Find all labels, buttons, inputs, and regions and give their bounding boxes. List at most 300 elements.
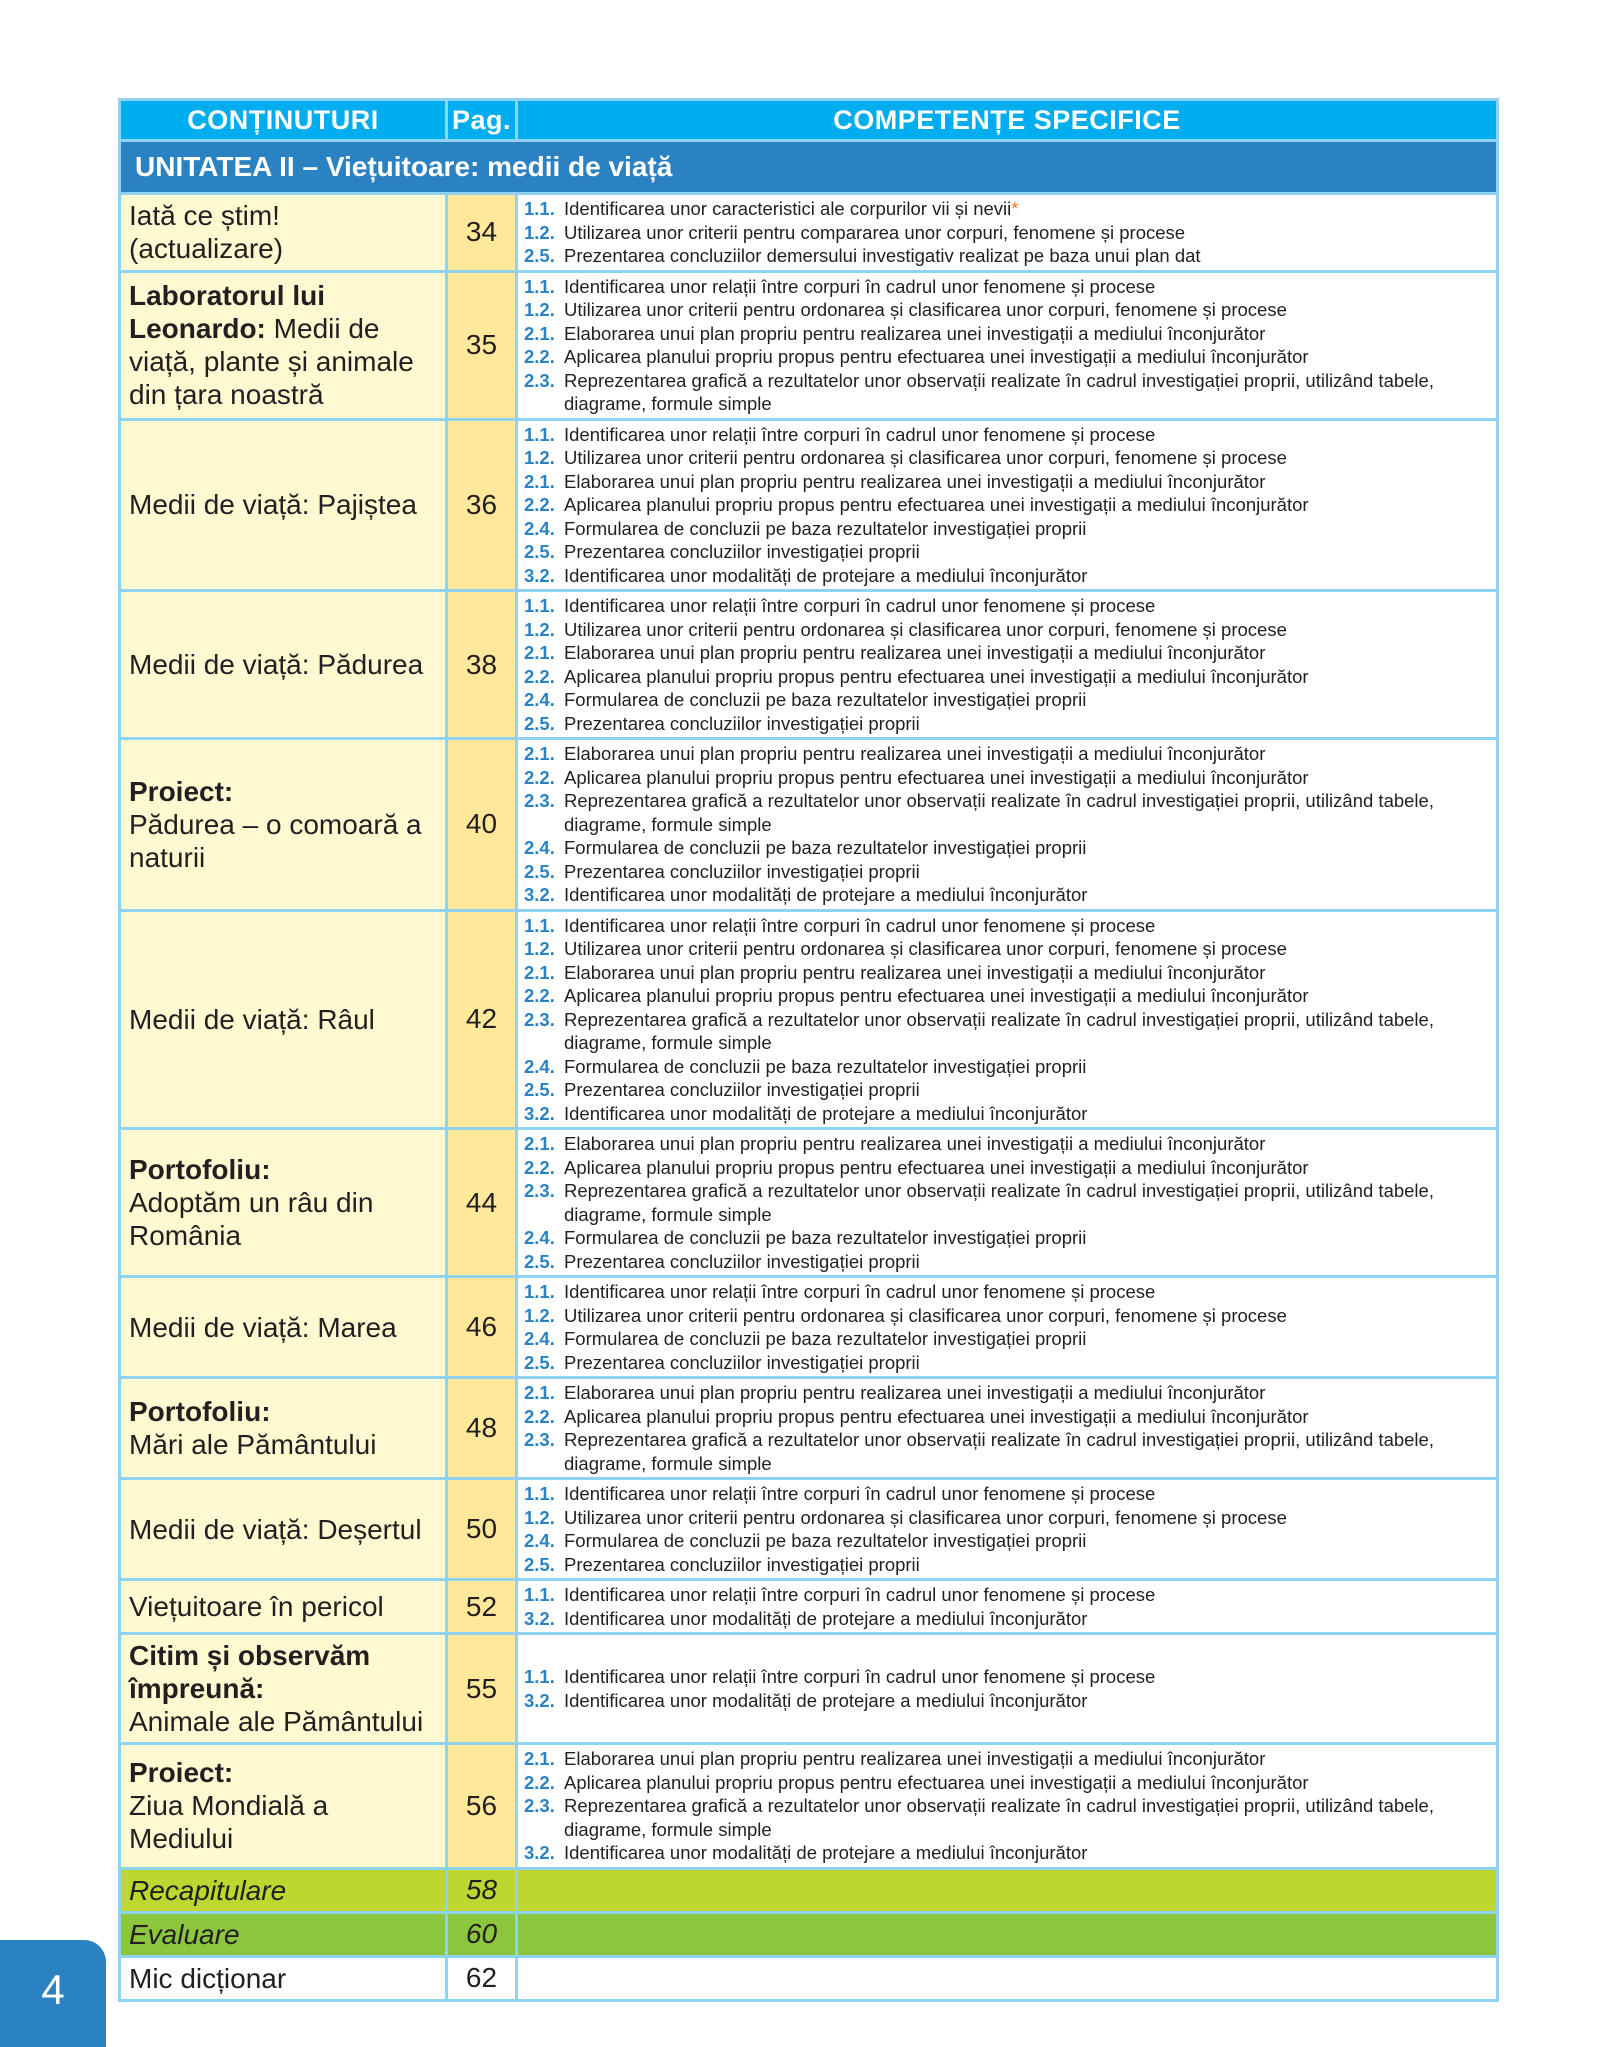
competence-item — [524, 369, 1490, 416]
competence-text — [564, 1747, 1490, 1771]
competence-description: Aplicarea planului propriu propus pentru efectuarea unei investigații a mediului înconjurător — [564, 665, 1309, 687]
competence-code: 1.2. — [524, 221, 555, 243]
competence-description: Formularea de concluzii pe baza rezultatelor investigației proprii — [564, 1530, 1087, 1551]
header-page: Pag. — [447, 100, 517, 141]
table-header-row — [120, 100, 1498, 141]
competence-text — [564, 244, 1490, 268]
competence-item — [524, 742, 1490, 766]
topic-title: Animale ale Pământului — [129, 1706, 424, 1737]
competence-item — [524, 1482, 1490, 1506]
competence-text — [564, 1055, 1490, 1079]
competence-item — [524, 984, 1490, 1008]
competence-text — [564, 984, 1490, 1008]
competences-cell — [517, 1277, 1498, 1378]
competence-description: Aplicarea planului propriu propus pentru efectuarea unei investigații a mediului înconjurător — [564, 494, 1309, 515]
page-cell: 56 — [447, 1744, 517, 1869]
competence-code: 2.3. — [524, 790, 555, 811]
competence-item — [524, 618, 1490, 642]
competence-text — [564, 1008, 1490, 1055]
competence-code: 1.1. — [524, 423, 555, 445]
competence-description: Elaborarea unui plan propriu pentru realizarea unei investigații a mediului înconjurător — [564, 1133, 1266, 1154]
competence-text — [564, 1841, 1490, 1865]
table-body — [120, 141, 1498, 2001]
competence-item — [524, 860, 1490, 884]
competence-code: 2.2. — [524, 1771, 555, 1793]
table-row — [120, 1277, 1498, 1378]
competence-description: Utilizarea unor criterii pentru ordonarea și clasificarea unor corpuri, fenomene și procese — [564, 1304, 1287, 1326]
competence-code: 2.5. — [524, 1079, 555, 1100]
competence-code: 2.4. — [524, 1227, 555, 1248]
competence-text — [564, 766, 1490, 790]
competence-description: Reprezentarea grafică a rezultatelor unor observații realizate în cadrul investigației proprii, utilizând tabele, diagrame, formule simple — [564, 1180, 1434, 1225]
topic-bold-label: Laboratorul lui Leonardo: — [129, 280, 325, 344]
competence-description: Formularea de concluzii pe baza rezultatelor investigației proprii — [564, 837, 1087, 858]
competence-description: Prezentarea concluziilor investigației proprii — [564, 541, 920, 562]
competence-item — [524, 1841, 1490, 1865]
competence-code: 1.1. — [524, 1666, 555, 1687]
competence-text — [564, 937, 1490, 961]
competence-code: 2.1. — [524, 470, 555, 492]
competence-description: Aplicarea planului propriu propus pentru efectuarea unei investigații a mediului înconjurător — [564, 1405, 1309, 1427]
topic-title: Adoptăm un râu din România — [129, 1187, 374, 1251]
competences-cell — [517, 1378, 1498, 1479]
competence-description: Utilizarea unor criterii pentru compararea unor corpuri, fenomene și procese — [564, 221, 1186, 243]
topic-title: Viețuitoare în pericol — [129, 1591, 384, 1622]
competence-code: 1.2. — [524, 447, 555, 468]
competences-cell — [517, 271, 1498, 419]
competence-text — [564, 1351, 1490, 1375]
competence-description: Aplicarea planului propriu propus pentru efectuarea unei investigații a mediului înconjurător — [564, 985, 1309, 1006]
competence-text — [564, 860, 1490, 884]
competence-code: 2.5. — [524, 860, 555, 882]
competence-text — [564, 517, 1490, 541]
competence-text — [564, 221, 1490, 245]
competence-item — [524, 789, 1490, 836]
competence-text — [564, 197, 1490, 221]
competence-text — [564, 1156, 1490, 1180]
competence-item — [524, 961, 1490, 985]
competence-item — [524, 1156, 1490, 1180]
competence-item — [524, 688, 1490, 712]
competence-text — [564, 369, 1490, 416]
page-cell: 50 — [447, 1479, 517, 1580]
competence-item — [524, 1327, 1490, 1351]
competences-cell — [517, 419, 1498, 591]
competence-text — [564, 493, 1490, 517]
unit-title-row — [120, 141, 1498, 194]
competence-text — [564, 961, 1490, 985]
topic-title: Medii de viață: Deșertul — [129, 1513, 422, 1545]
special-row-label: Recapitulare — [120, 1868, 447, 1912]
page-cell: 36 — [447, 419, 517, 591]
competence-text — [564, 1405, 1490, 1429]
topic-cell — [120, 591, 447, 739]
competence-text — [564, 618, 1490, 642]
competence-item — [524, 540, 1490, 564]
competence-item — [524, 1226, 1490, 1250]
competence-text — [564, 1078, 1490, 1102]
competence-text — [564, 564, 1490, 588]
special-row — [120, 1868, 1498, 1912]
topic-title: Mări ale Pământului — [129, 1429, 377, 1460]
competence-code: 1.2. — [524, 299, 555, 320]
competence-item — [524, 1351, 1490, 1375]
competence-text — [564, 275, 1490, 299]
competence-description: Aplicarea planului propriu propus pentru efectuarea unei investigații a mediului înconjurător — [564, 1156, 1309, 1178]
topic-title: Ziua Mondială a Mediului — [129, 1790, 329, 1855]
competences-cell — [517, 1744, 1498, 1869]
competence-description: Identificarea unor relații între corpuri în cadrul unor fenomene și procese — [564, 275, 1156, 297]
competence-description: Identificarea unor relații între corpuri în cadrul unor fenomene și procese — [564, 1281, 1156, 1302]
topic-title: Medii de viață: Marea — [129, 1311, 397, 1343]
competence-description: Utilizarea unor criterii pentru ordonarea și clasificarea unor corpuri, fenomene și procese — [564, 1506, 1287, 1528]
competence-description: Identificarea unor caracteristici ale corpurilor vii și nevii — [564, 198, 1012, 219]
unit-title: UNITATEA II – Viețuitoare: medii de viață — [120, 141, 1498, 194]
page-cell: 35 — [447, 271, 517, 419]
competence-description: Elaborarea unui plan propriu pentru realizarea unei investigații a mediului înconjurător — [564, 322, 1266, 344]
special-row-empty — [517, 1868, 1498, 1912]
special-row — [120, 1956, 1498, 2000]
competence-description: Identificarea unor modalități de protejare a mediului înconjurător — [564, 1607, 1088, 1629]
page-cell: 40 — [447, 739, 517, 911]
competence-code: 2.4. — [524, 837, 555, 858]
competence-text — [564, 1583, 1490, 1607]
competence-text — [564, 1689, 1490, 1713]
competence-item — [524, 345, 1490, 369]
competence-text — [564, 1327, 1490, 1351]
topic-cell — [120, 271, 447, 419]
competence-code: 2.2. — [524, 1156, 555, 1178]
table-row — [120, 1479, 1498, 1580]
competence-description: Reprezentarea grafică a rezultatelor unor observații realizate în cadrul investigației proprii, utilizând tabele, diagrame, formule simple — [564, 1795, 1434, 1840]
competence-text — [564, 1553, 1490, 1577]
competence-text — [564, 1529, 1490, 1553]
competence-code: 1.2. — [524, 1506, 555, 1528]
page-cell: 46 — [447, 1277, 517, 1378]
special-row-label: Evaluare — [120, 1912, 447, 1956]
table-row — [120, 1129, 1498, 1277]
competence-code: 2.3. — [524, 1795, 555, 1816]
competence-description: Reprezentarea grafică a rezultatelor unor observații realizate în cadrul investigației proprii, utilizând tabele, diagrame, formule simple — [564, 1429, 1434, 1474]
competence-code: 1.1. — [524, 1584, 555, 1605]
competence-item — [524, 1771, 1490, 1795]
competence-code: 2.1. — [524, 1382, 555, 1403]
competence-item — [524, 221, 1490, 245]
header-competences: COMPETENȚE SPECIFICE — [517, 100, 1498, 141]
competences-cell — [517, 194, 1498, 272]
topic-cell — [120, 739, 447, 911]
competence-code: 2.3. — [524, 369, 555, 391]
competence-code: 3.2. — [524, 884, 555, 905]
table-row — [120, 1744, 1498, 1869]
competence-text — [564, 1280, 1490, 1304]
competence-description: Elaborarea unui plan propriu pentru realizarea unei investigații a mediului înconjurător — [564, 1748, 1266, 1769]
competence-description: Reprezentarea grafică a rezultatelor unor observații realizate în cadrul investigației proprii, utilizând tabele, diagrame, formule simple — [564, 1008, 1434, 1053]
competence-code: 2.1. — [524, 1133, 555, 1154]
competence-code: 2.2. — [524, 494, 555, 515]
page-cell: 55 — [447, 1634, 517, 1744]
page-cell: 48 — [447, 1378, 517, 1479]
competence-item — [524, 275, 1490, 299]
competence-item — [524, 1008, 1490, 1055]
competence-description: Formularea de concluzii pe baza rezultatelor investigației proprii — [564, 517, 1087, 539]
competence-description: Elaborarea unui plan propriu pentru realizarea unei investigații a mediului înconjurător — [564, 743, 1266, 764]
competence-description: Prezentarea concluziilor demersului investigativ realizat pe baza unui plan dat — [564, 245, 1201, 266]
competence-item — [524, 712, 1490, 736]
competence-description: Identificarea unor modalități de protejare a mediului înconjurător — [564, 1689, 1088, 1711]
competence-code: 1.1. — [524, 914, 555, 936]
competence-text — [564, 594, 1490, 618]
special-row-empty — [517, 1956, 1498, 2000]
competence-item — [524, 322, 1490, 346]
topic-bold-label: Portofoliu: — [129, 1154, 271, 1185]
competence-description: Utilizarea unor criterii pentru ordonarea și clasificarea unor corpuri, fenomene și procese — [564, 938, 1287, 959]
competence-item — [524, 1583, 1490, 1607]
competence-code: 1.1. — [524, 275, 555, 297]
competence-code: 2.1. — [524, 1748, 555, 1769]
competence-item — [524, 836, 1490, 860]
competence-description: Identificarea unor relații între corpuri în cadrul unor fenomene și procese — [564, 914, 1156, 936]
competence-description: Reprezentarea grafică a rezultatelor unor observații realizate în cadrul investigației proprii, utilizând tabele, diagrame, formule simple — [564, 369, 1434, 414]
page-cell: 52 — [447, 1580, 517, 1634]
competence-description: Elaborarea unui plan propriu pentru realizarea unei investigații a mediului înconjurător — [564, 961, 1266, 983]
topic-cell — [120, 1479, 447, 1580]
competence-item — [524, 1747, 1490, 1771]
topic-title: Pădurea – o comoară a naturii — [129, 808, 422, 873]
competence-description: Reprezentarea grafică a rezultatelor unor observații realizate în cadrul investigației proprii, utilizând tabele, diagrame, formule simple — [564, 790, 1434, 835]
competence-description: Aplicarea planului propriu propus pentru efectuarea unei investigații a mediului înconjurător — [564, 766, 1309, 788]
competence-description: Identificarea unor relații între corpuri în cadrul unor fenomene și procese — [564, 1483, 1156, 1504]
competence-item — [524, 914, 1490, 938]
competence-code: 1.2. — [524, 1304, 555, 1326]
competence-description: Elaborarea unui plan propriu pentru realizarea unei investigații a mediului înconjurător — [564, 470, 1266, 492]
competence-text — [564, 1226, 1490, 1250]
competence-item — [524, 564, 1490, 588]
competence-text — [564, 1381, 1490, 1405]
competence-code: 2.1. — [524, 961, 555, 983]
special-row-page: 60 — [447, 1912, 517, 1956]
competence-code: 2.5. — [524, 541, 555, 562]
competence-code: 2.3. — [524, 1008, 555, 1030]
special-row-label: Mic dicționar — [120, 1956, 447, 2000]
competence-text — [564, 470, 1490, 494]
competence-item — [524, 937, 1490, 961]
page-number: 4 — [0, 1940, 106, 2047]
competence-item — [524, 1428, 1490, 1475]
competence-text — [564, 1102, 1490, 1126]
competence-description: Identificarea unor relații între corpuri în cadrul unor fenomene și procese — [564, 1666, 1156, 1687]
competence-description: Prezentarea concluziilor investigației proprii — [564, 1553, 920, 1575]
competence-text — [564, 446, 1490, 470]
competence-item — [524, 197, 1490, 221]
table-row — [120, 1580, 1498, 1634]
competence-description: Aplicarea planului propriu propus pentru efectuarea unei investigații a mediului înconjurător — [564, 346, 1309, 367]
competence-description: Identificarea unor relații între corpuri în cadrul unor fenomene și procese — [564, 423, 1156, 445]
competences-cell — [517, 739, 1498, 911]
topic-cell — [120, 1744, 447, 1869]
special-row-empty — [517, 1912, 1498, 1956]
table-row — [120, 419, 1498, 591]
competence-item — [524, 1689, 1490, 1713]
competence-text — [564, 1506, 1490, 1530]
competence-text — [564, 1179, 1490, 1226]
competence-text — [564, 1794, 1490, 1841]
competence-item — [524, 641, 1490, 665]
competence-text — [564, 1607, 1490, 1631]
competence-item — [524, 470, 1490, 494]
topic-bold-label: Proiect: — [129, 775, 234, 807]
competence-code: 2.5. — [524, 1553, 555, 1575]
table-row — [120, 910, 1498, 1129]
competence-description: Formularea de concluzii pe baza rezultatelor investigației proprii — [564, 689, 1087, 710]
competence-item — [524, 1280, 1490, 1304]
competence-description: Identificarea unor relații între corpuri în cadrul unor fenomene și procese — [564, 595, 1156, 616]
competence-item — [524, 1304, 1490, 1328]
competence-code: 1.2. — [524, 938, 555, 959]
competence-code: 2.4. — [524, 689, 555, 710]
competence-text — [564, 665, 1490, 689]
competence-item — [524, 1529, 1490, 1553]
competence-text — [564, 712, 1490, 736]
competence-text — [564, 298, 1490, 322]
competence-description: Elaborarea unui plan propriu pentru realizarea unei investigații a mediului înconjurător — [564, 642, 1266, 663]
topic-bold-label: Portofoliu: — [129, 1396, 271, 1427]
competence-code: 2.3. — [524, 1429, 555, 1450]
competence-text — [564, 1132, 1490, 1156]
competence-code: 2.4. — [524, 1328, 555, 1349]
special-row-page: 62 — [447, 1956, 517, 2000]
competence-code: 2.1. — [524, 322, 555, 344]
competence-description: Prezentarea concluziilor investigației proprii — [564, 1079, 920, 1100]
topic-bold-label: Citim și observăm împreună: — [129, 1640, 371, 1704]
competences-cell — [517, 1479, 1498, 1580]
competence-description: Elaborarea unui plan propriu pentru realizarea unei investigații a mediului înconjurător — [564, 1382, 1266, 1403]
competence-description: Identificarea unor relații între corpuri în cadrul unor fenomene și procese — [564, 1584, 1156, 1605]
competence-code: 2.2. — [524, 665, 555, 687]
topic-cell — [120, 1634, 447, 1744]
competences-cell — [517, 1129, 1498, 1277]
table-row — [120, 1378, 1498, 1479]
competence-description: Utilizarea unor criterii pentru ordonarea și clasificarea unor corpuri, fenomene și procese — [564, 447, 1287, 468]
competence-code: 2.5. — [524, 1250, 555, 1272]
competence-item — [524, 1132, 1490, 1156]
topic-bold-label: Proiect: — [129, 1757, 234, 1789]
table-row — [120, 194, 1498, 272]
competence-code: 3.2. — [524, 1607, 555, 1629]
competence-item — [524, 883, 1490, 907]
competence-description: Identificarea unor modalități de protejare a mediului înconjurător — [564, 884, 1088, 905]
competence-text — [564, 345, 1490, 369]
competence-item — [524, 1553, 1490, 1577]
competence-description: Utilizarea unor criterii pentru ordonarea și clasificarea unor corpuri, fenomene și procese — [564, 299, 1287, 320]
competence-code: 2.5. — [524, 712, 555, 734]
competence-text — [564, 1428, 1490, 1475]
topic-cell — [120, 1378, 447, 1479]
competence-item — [524, 1055, 1490, 1079]
table-row — [120, 591, 1498, 739]
competence-item — [524, 517, 1490, 541]
competence-item — [524, 1250, 1490, 1274]
page-cell: 44 — [447, 1129, 517, 1277]
topic-cell — [120, 194, 447, 272]
topic-cell — [120, 1277, 447, 1378]
competence-text — [564, 789, 1490, 836]
competence-code: 3.2. — [524, 1842, 555, 1863]
special-row-page: 58 — [447, 1868, 517, 1912]
competence-code: 2.1. — [524, 743, 555, 764]
competence-item — [524, 493, 1490, 517]
competence-text — [564, 540, 1490, 564]
table-row — [120, 1634, 1498, 1744]
competence-code: 2.2. — [524, 346, 555, 367]
topic-title: Iată ce știm! (actualizare) — [129, 200, 284, 265]
competence-item — [524, 1179, 1490, 1226]
competence-code: 2.4. — [524, 517, 555, 539]
competence-text — [564, 1250, 1490, 1274]
competence-text — [564, 423, 1490, 447]
competence-item — [524, 766, 1490, 790]
competence-code: 2.2. — [524, 1405, 555, 1427]
competences-cell — [517, 910, 1498, 1129]
competence-code: 2.2. — [524, 985, 555, 1006]
topic-title: Medii de viață: Pădurea — [129, 649, 424, 680]
page-cell: 42 — [447, 910, 517, 1129]
competence-text — [564, 1304, 1490, 1328]
competence-description: Formularea de concluzii pe baza rezultatelor investigației proprii — [564, 1328, 1087, 1349]
competence-item — [524, 244, 1490, 268]
competence-code: 3.2. — [524, 564, 555, 586]
competence-text — [564, 836, 1490, 860]
footnote-star: * — [1011, 198, 1019, 219]
competence-code: 1.1. — [524, 198, 555, 219]
header-contents: CONȚINUTURI — [120, 100, 447, 141]
competence-code: 2.3. — [524, 1180, 555, 1201]
competence-text — [564, 1665, 1490, 1689]
competence-item — [524, 665, 1490, 689]
topic-cell — [120, 1129, 447, 1277]
competences-cell — [517, 1580, 1498, 1634]
competence-item — [524, 594, 1490, 618]
competence-code: 1.1. — [524, 1483, 555, 1504]
competences-cell — [517, 591, 1498, 739]
competence-code: 2.5. — [524, 245, 555, 266]
competence-code: 2.4. — [524, 1055, 555, 1077]
competence-item — [524, 298, 1490, 322]
competence-description: Prezentarea concluziilor investigației proprii — [564, 712, 920, 734]
competence-description: Utilizarea unor criterii pentru ordonarea și clasificarea unor corpuri, fenomene și procese — [564, 618, 1287, 640]
competence-code: 2.4. — [524, 1530, 555, 1551]
competence-text — [564, 1482, 1490, 1506]
competence-item — [524, 1506, 1490, 1530]
competence-text — [564, 322, 1490, 346]
competence-description: Identificarea unor modalități de protejare a mediului înconjurător — [564, 1842, 1088, 1863]
competence-description: Prezentarea concluziilor investigației proprii — [564, 1250, 920, 1272]
competence-code: 2.2. — [524, 766, 555, 788]
page-cell: 38 — [447, 591, 517, 739]
competence-item — [524, 1078, 1490, 1102]
competence-description: Formularea de concluzii pe baza rezultatelor investigației proprii — [564, 1055, 1087, 1077]
competence-code: 3.2. — [524, 1689, 555, 1711]
competence-code: 1.1. — [524, 595, 555, 616]
competence-code: 2.5. — [524, 1351, 555, 1373]
competence-item — [524, 1794, 1490, 1841]
page-cell: 34 — [447, 194, 517, 272]
table-row — [120, 271, 1498, 419]
competence-item — [524, 1102, 1490, 1126]
competence-description: Identificarea unor modalități de protejare a mediului înconjurător — [564, 564, 1088, 586]
topic-cell — [120, 1580, 447, 1634]
competence-text — [564, 883, 1490, 907]
